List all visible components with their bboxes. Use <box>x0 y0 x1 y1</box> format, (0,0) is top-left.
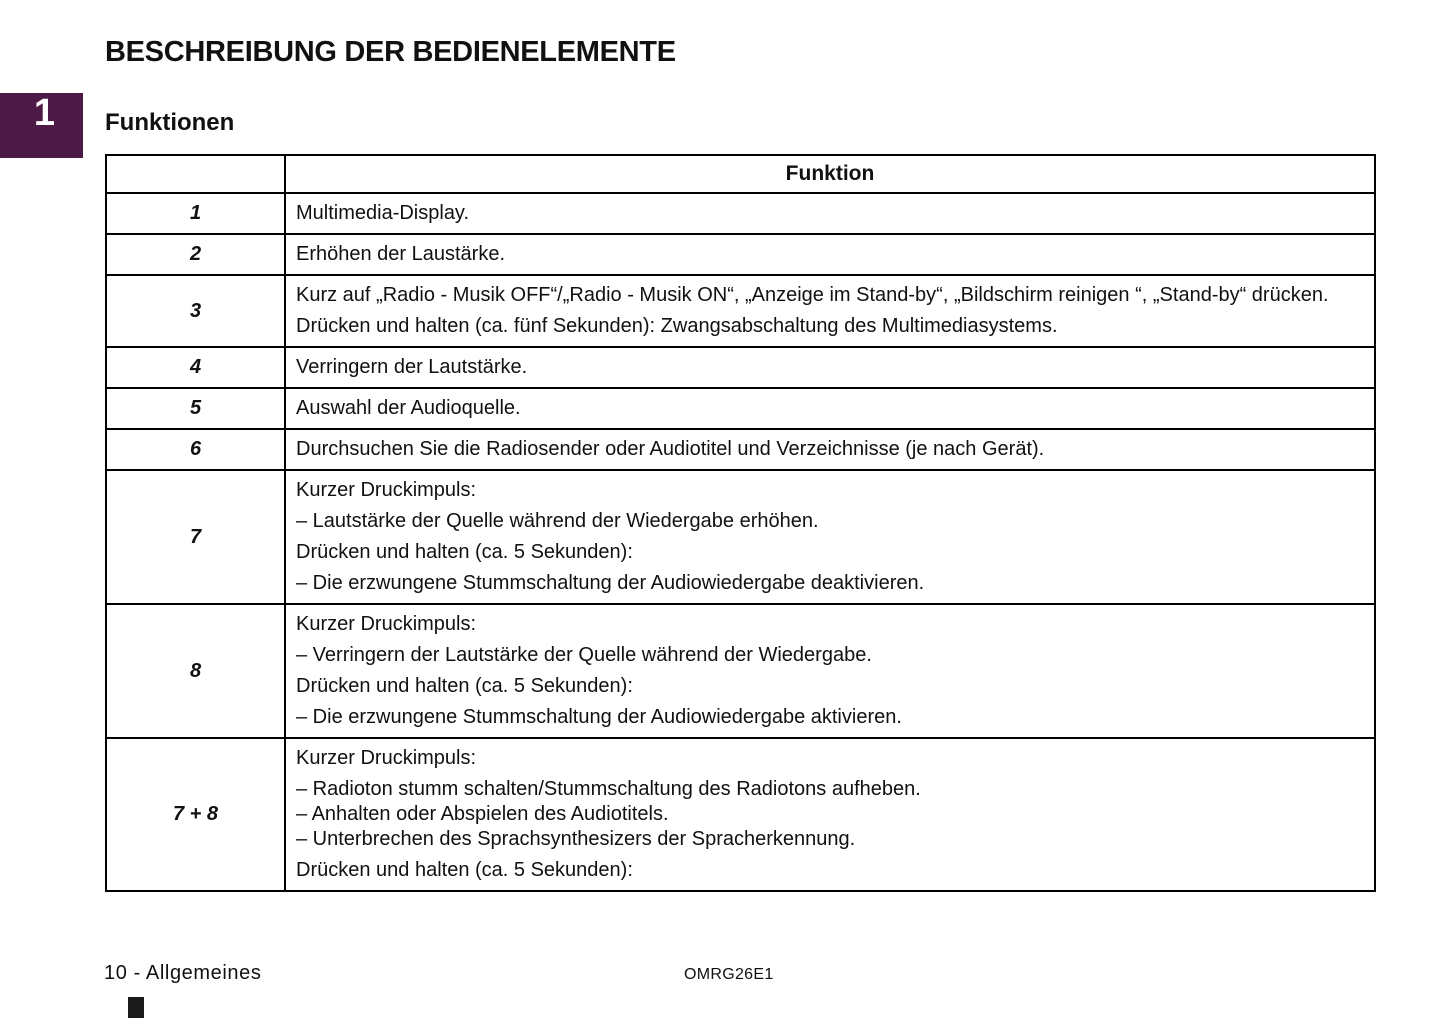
chapter-tab <box>0 93 83 158</box>
control-number: 7 <box>106 470 285 604</box>
table-row <box>106 429 1375 470</box>
description-line: Erhöhen der Laustärke. <box>296 243 506 265</box>
control-number: 3 <box>106 275 285 347</box>
document-code: OMRG26E1 <box>684 966 774 983</box>
description-line: – Radioton stumm schalten/Stummschaltung des Radiotons aufheben. <box>296 778 921 800</box>
function-description <box>285 234 1375 275</box>
function-description <box>285 193 1375 234</box>
description-line: – Verringern der Lautstärke der Quelle während der Wiedergabe. <box>296 644 872 666</box>
chapter-number: 1 <box>33 92 56 134</box>
table-row <box>106 193 1375 234</box>
control-number: 4 <box>106 347 285 388</box>
binding-mark <box>128 997 144 1018</box>
description-paragraph <box>296 705 1364 730</box>
functions-table <box>105 154 1376 892</box>
function-description <box>285 738 1375 891</box>
description-line: – Unterbrechen des Sprachsynthesizers der Spracherkennung. <box>296 828 856 850</box>
description-line: Auswahl der Audioquelle. <box>296 397 521 419</box>
function-description <box>285 604 1375 738</box>
description-paragraph <box>296 612 1364 637</box>
description-line: – Lautstärke der Quelle während der Wiedergabe erhöhen. <box>296 510 819 532</box>
description-paragraph <box>296 283 1364 308</box>
description-line: Drücken und halten (ca. 5 Sekunden): <box>296 541 633 563</box>
table-row <box>106 388 1375 429</box>
function-column-header: Funktion <box>285 155 1375 193</box>
description-paragraph <box>296 201 1364 226</box>
key-column-header <box>106 155 285 193</box>
page-title: BESCHREIBUNG DER BEDIENELEMENTE <box>105 36 676 68</box>
function-description <box>285 429 1375 470</box>
control-number: 2 <box>106 234 285 275</box>
description-line: Drücken und halten (ca. 5 Sekunden): <box>296 859 633 881</box>
table-row <box>106 275 1375 347</box>
function-description <box>285 275 1375 347</box>
section-heading: Funktionen <box>105 109 235 136</box>
description-paragraph <box>296 746 1364 771</box>
table-row <box>106 604 1375 738</box>
description-paragraph <box>296 643 1364 668</box>
description-paragraph <box>296 777 1364 852</box>
description-line: Drücken und halten (ca. 5 Sekunden): <box>296 675 633 697</box>
description-paragraph <box>296 509 1364 534</box>
description-line: Durchsuchen Sie die Radiosender oder Audiotitel und Verzeichnisse (je nach Gerät). <box>296 438 1045 460</box>
description-paragraph <box>296 571 1364 596</box>
description-paragraph <box>296 674 1364 699</box>
description-paragraph <box>296 540 1364 565</box>
function-description <box>285 347 1375 388</box>
function-description <box>285 470 1375 604</box>
description-line: Kurzer Druckimpuls: <box>296 613 477 635</box>
functions-table-body <box>106 193 1375 891</box>
description-paragraph <box>296 437 1364 462</box>
table-row <box>106 347 1375 388</box>
description-line: – Die erzwungene Stummschaltung der Audiowiedergabe deaktivieren. <box>296 572 925 594</box>
description-paragraph <box>296 242 1364 267</box>
description-line: Drücken und halten (ca. fünf Sekunden): Zwangsabschaltung des Multimediasystems. <box>296 315 1058 337</box>
control-number: 5 <box>106 388 285 429</box>
description-paragraph <box>296 396 1364 421</box>
description-line: Kurzer Druckimpuls: <box>296 479 477 501</box>
description-line: Multimedia-Display. <box>296 202 470 224</box>
description-line: Kurz auf „Radio - Musik OFF“/„Radio - Musik ON“, „Anzeige im Stand-by“, „Bildschirm reinigen “, „Stand-by“ drücken. <box>296 284 1329 306</box>
description-line: – Anhalten oder Abspielen des Audiotitels. <box>296 803 669 825</box>
function-description <box>285 388 1375 429</box>
description-paragraph <box>296 314 1364 339</box>
description-paragraph <box>296 858 1364 883</box>
control-number: 1 <box>106 193 285 234</box>
page-footer-label: 10 - Allgemeines <box>104 962 262 984</box>
description-line: Verringern der Lautstärke. <box>296 356 528 378</box>
control-number: 7 + 8 <box>106 738 285 891</box>
description-paragraph <box>296 478 1364 503</box>
table-row <box>106 470 1375 604</box>
description-paragraph <box>296 355 1364 380</box>
description-line: Kurzer Druckimpuls: <box>296 747 477 769</box>
table-row <box>106 738 1375 891</box>
table-header-row <box>106 155 1375 193</box>
control-number: 6 <box>106 429 285 470</box>
control-number: 8 <box>106 604 285 738</box>
table-row <box>106 234 1375 275</box>
description-line: – Die erzwungene Stummschaltung der Audiowiedergabe aktivieren. <box>296 706 902 728</box>
